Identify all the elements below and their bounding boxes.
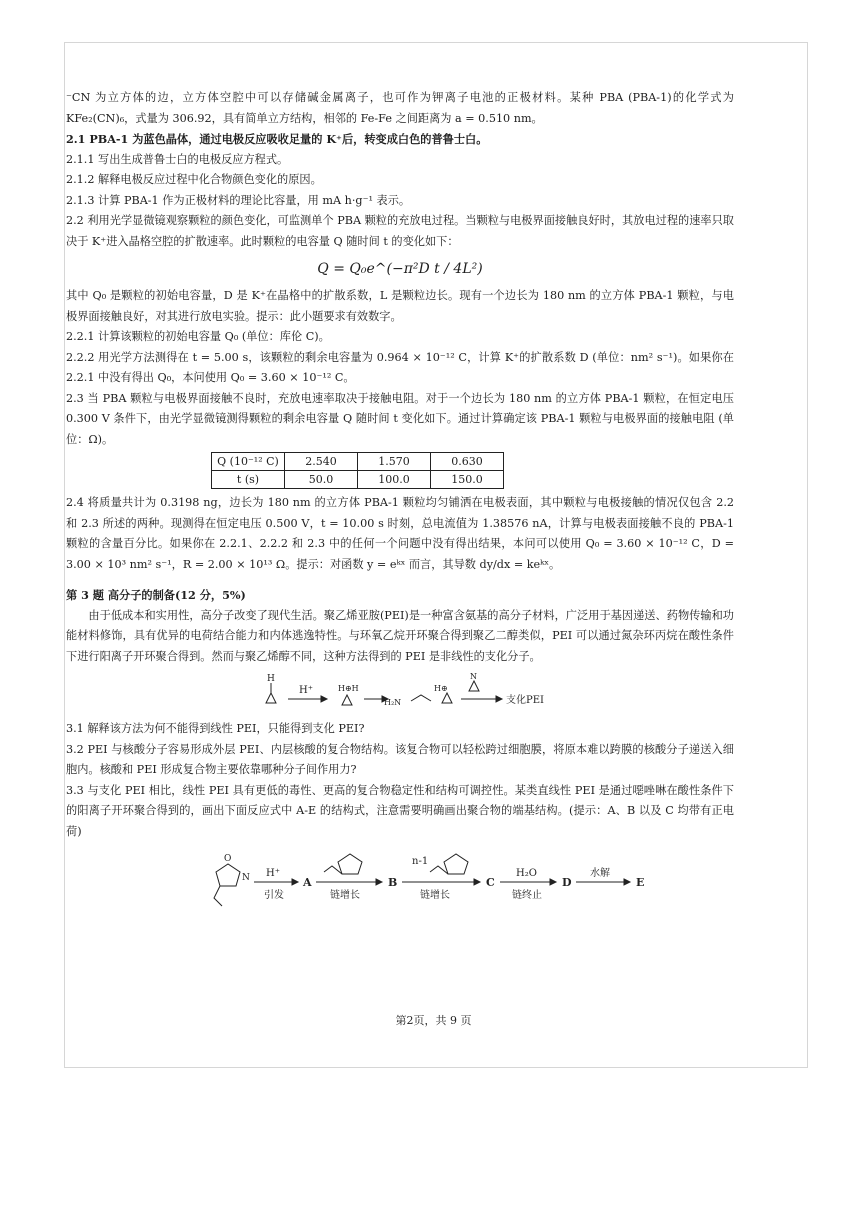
branched-pei-label: 支化PEI: [506, 695, 544, 706]
oxygen-label: O: [224, 854, 232, 864]
intro-paragraph: ⁻CN 为立方体的边，立方体空腔中可以存储碱金属离子，也可作为钾离子电池的正极材料。某种 PBA (PBA-1)的化学式为 KFe₂(CN)₆，式量为 306.92，具有简单立方结构，相邻的 Fe-Fe 之间距离为 a = 0.510 nm。: [66, 91, 734, 125]
aziridine-ring: [266, 693, 276, 703]
question-2-1-1: 2.1.1 写出生成普鲁士白的电极反应方程式。: [66, 152, 289, 166]
oxazoline-polymerization-scheme: [66, 842, 734, 928]
table-cell: 50.0: [285, 471, 358, 489]
initiation-label: 引发: [264, 890, 284, 901]
water-label: H₂O: [516, 868, 537, 879]
question-2-2: 2.2 利用光学显微镜观察颗粒的颜色变化，可监测单个 PBA 颗粒的充放电过程。当颗粒与电极界面接触良好时，其放电过程的速率只取决于 K⁺进入晶格空腔的扩散速率。此时颗粒的电容量 Q 随时间 t 的变化如下：: [66, 214, 734, 248]
table-cell: 0.630: [431, 453, 504, 471]
document-body: [66, 88, 734, 928]
h-label: H: [267, 674, 275, 684]
label-d: D: [562, 876, 572, 889]
amine-label: H₂N: [384, 698, 402, 707]
table-header-cell: Q (10⁻¹² C): [212, 453, 285, 471]
nitrogen-label: N: [242, 873, 250, 883]
label-c: C: [486, 876, 495, 889]
table-cell: 1.570: [358, 453, 431, 471]
question-2-1: 2.1 PBA-1 为蓝色晶体，通过电极反应吸收足量的 K⁺后，转变成白色的普鲁士白。: [66, 132, 488, 146]
propagation-label-1: 链增长: [330, 890, 360, 901]
question-3-2: 3.2 PEI 与核酸分子容易形成外层 PEI、内层核酸的复合物结构。该复合物可以轻松跨过细胞膜，将原本难以跨膜的核酸分子递送入细胞内。核酸和 PEI 形成复合物主要依靠哪种分子间作用力?: [66, 742, 734, 776]
question-2-3: 2.3 当 PBA 颗粒与电极界面接触不良时，充放电速率取决于接触电阻。对于一个边长为 180 nm 的立方体 PBA-1 颗粒，在恒定电压 0.300 V 条件下，由光学显微镜测得颗粒的剩余电容量 Q 随时间 t 变化如下。通过计算确定该 PBA-1 颗粒与电极界面的接触电阻 (单位：Ω)。: [66, 391, 734, 446]
aziridine-polymerization-scheme: [66, 667, 734, 719]
table-row: [212, 471, 504, 489]
initiator-label: H⁺: [266, 868, 280, 879]
scheme-1-drawing: [66, 667, 734, 719]
decay-formula: [66, 252, 734, 286]
section-3-intro: 由于低成本和实用性，高分子改变了现代生活。聚乙烯亚胺(PEI)是一种富含氨基的高分子材料，广泛用于基因递送、药物传输和功能材料修饰，具有优异的电荷结合能力和内体逃逸特性。与环氧乙烷开环聚合得到聚乙二醇类似，PEI 可以通过氮杂环丙烷在酸性条件下进行阳离子开环聚合得到。然而与聚乙烯醇不同，这种方法得到的 PEI 是非线性的支化分子。: [66, 608, 734, 663]
oxazoline-ring: [216, 864, 240, 886]
table-cell: 100.0: [358, 471, 431, 489]
question-2-1-2: 2.1.2 解释电极反应过程中化合物颜色变化的原因。: [66, 173, 322, 186]
table-row: [212, 453, 504, 471]
question-3-1: 3.1 解释该方法为何不能得到线性 PEI，只能得到支化 PEI?: [66, 722, 365, 735]
page-number: 第2页，共 9 页: [395, 1014, 472, 1027]
table-cell: 2.540: [285, 453, 358, 471]
label-e: E: [636, 876, 645, 889]
protonated-label: H⊕H: [338, 684, 359, 693]
n-minus-one-label: n-1: [412, 856, 429, 867]
label-a: A: [303, 876, 312, 889]
question-2-2-desc: 其中 Q₀ 是颗粒的初始电容量，D 是 K⁺在晶格中的扩散系数，L 是颗粒边长。现有一个边长为 180 nm 的立方体 PBA-1 颗粒，与电极界面接触良好，对其进行放电实验。提示：此小题要求有效数字。: [66, 289, 734, 323]
label-b: B: [388, 876, 398, 889]
ammonium-label: H⊕: [434, 684, 448, 693]
hydrolysis-label: 水解: [590, 868, 610, 879]
question-2-2-1: 2.2.1 计算该颗粒的初始电容量 Q₀ (单位：库伦 C)。: [66, 330, 330, 343]
question-2-2-2: 2.2.2 用光学方法测得在 t = 5.00 s，该颗粒的剩余电容量为 0.964 × 10⁻¹² C，计算 K⁺的扩散系数 D (单位：nm² s⁻¹)。如果你在 2.2.1 中没有得出 Q₀，本问使用 Q₀ = 3.60 × 10⁻¹² C。: [66, 350, 734, 384]
capacity-time-table: [211, 452, 504, 489]
question-2-4: 2.4 将质量共计为 0.3198 ng，边长为 180 nm 的立方体 PBA-1 颗粒均匀铺洒在电极表面，其中颗粒与电极接触的情况仅包含 2.2 和 2.3 所述的两种。现测得在恒定电压 0.500 V，t = 10.00 s 时刻，总电流值为 1.38576 nA，计算与电极表面接触不良的 PBA-1 颗粒的含量百分比。如果你在 2.2.1、2.2.2 和 2.3 中的任何一个问题中没有得出结果，本问可以使用 Q₀ = 3.60 × 10⁻¹² C，D = 3.00 × 10³ nm² s⁻¹，R = 2.00 × 10¹³ Ω。提示：对函数 y = eᵏˣ 而言，其导数 dy/dx = keᵏˣ。: [66, 496, 734, 571]
question-2-1-3: 2.1.3 计算 PBA-1 作为正极材料的理论比容量，用 mA h·g⁻¹ 表示。: [66, 193, 411, 207]
section-3-heading: 第 3 题 高分子的制备(12 分，5%): [66, 588, 246, 602]
propagation-label-2: 链增长: [420, 890, 450, 901]
scheme-2-drawing: [66, 842, 734, 928]
termination-label: 链终止: [512, 890, 542, 901]
formula-text: Q = Q₀e^(−π²D t / 4L²): [317, 261, 483, 277]
n-label: N: [470, 672, 477, 681]
h-plus-label: H⁺: [299, 685, 313, 696]
table-header-cell: t (s): [212, 471, 285, 489]
question-3-3: 3.3 与支化 PEI 相比，线性 PEI 具有更低的毒性、更高的复合物稳定性和结构可调控性。某类直线性 PEI 是通过噁唑啉在酸性条件下的阳离子开环聚合得到的，画出下面反应式中 A-E 的结构式，注意需要明确画出聚合物的端基结构。(提示：A、B 以及 C 均带有正电荷): [66, 783, 734, 838]
table-cell: 150.0: [431, 471, 504, 489]
